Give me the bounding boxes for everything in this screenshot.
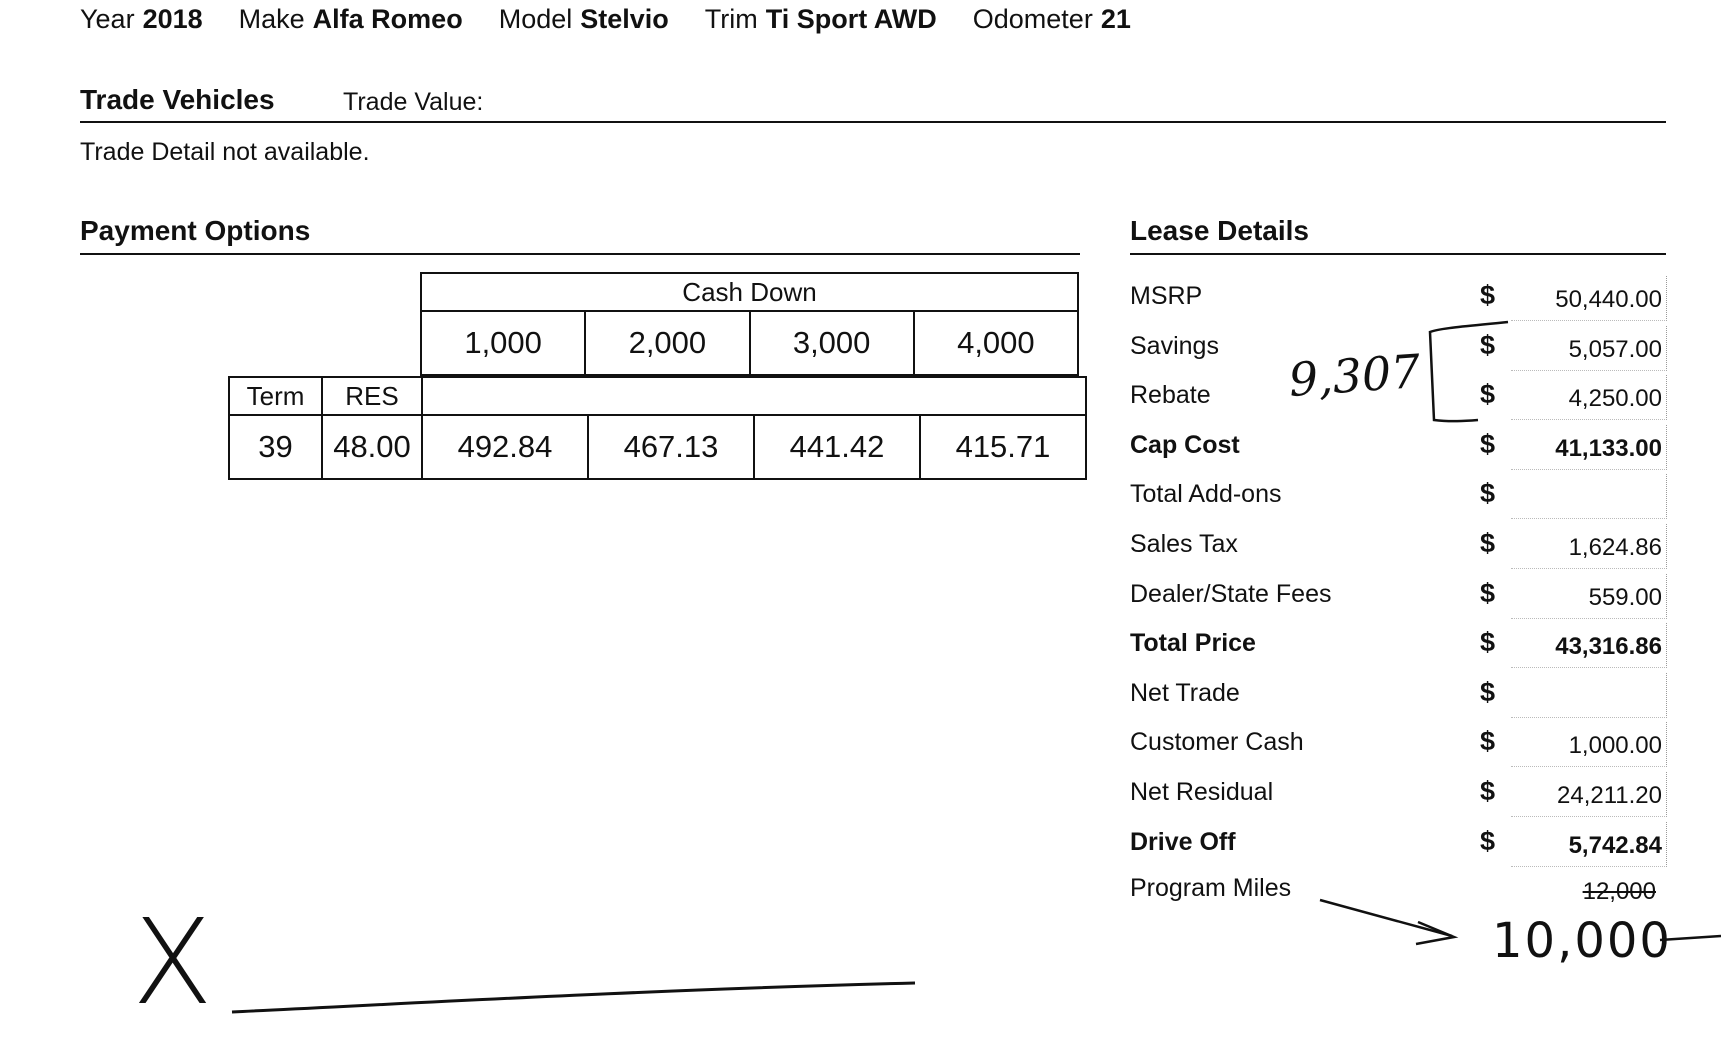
res-header: RES [322,377,422,415]
res-value: 48.00 [322,415,422,479]
lease-details-title: Lease Details [1130,215,1309,246]
lease-row-label: Net Residual [1130,778,1274,806]
lease-row-label: MSRP [1130,282,1203,310]
trim-label: Trim [704,4,758,34]
payment-options-title: Payment Options [80,215,311,246]
year-label: Year [80,4,135,34]
lease-row [1130,373,1666,419]
lease-row [1130,720,1666,766]
lease-row-label: Total Add-ons [1130,480,1282,509]
cash-down-header-table [420,272,1079,376]
lease-row-value: 24,211.20 [1557,782,1662,809]
payment-grid [228,376,1087,480]
trade-detail-text: Trade Detail not available. [80,138,370,166]
lease-row-value: 4,250.00 [1568,385,1662,413]
currency-symbol: $ [1480,825,1496,856]
cash-down-option[interactable]: 3,000 [750,311,914,375]
lease-row-value: 5,742.84 [1568,831,1662,859]
lease-value-box [1511,474,1667,519]
lease-row [1130,324,1666,370]
currency-symbol: $ [1480,478,1496,509]
currency-symbol: $ [1480,577,1496,608]
lease-divider [1130,253,1666,255]
lease-row-value: 43,316.86 [1555,633,1662,661]
payment-amount[interactable]: 492.84 [422,415,588,479]
lease-row-label: Savings [1130,331,1219,360]
currency-symbol: $ [1480,676,1496,707]
currency-symbol: $ [1480,726,1496,757]
make-label: Make [238,4,305,34]
lease-row [1130,770,1666,816]
currency-symbol: $ [1480,379,1496,410]
term-header: Term [229,377,322,415]
lease-row [1130,274,1666,320]
lease-row-value: 559.00 [1588,583,1662,611]
lease-row-value: 1,624.86 [1568,534,1662,561]
payment-header-blank [422,377,1086,415]
lease-row-label: Rebate [1130,381,1211,410]
trade-vehicles-title: Trade Vehicles [80,84,275,115]
model-label: Model [498,4,573,34]
trim-value: Ti Sport AWD [765,4,937,34]
lease-row-label: Net Trade [1130,678,1240,707]
lease-row-label: Sales Tax [1130,530,1238,558]
lease-row [1130,522,1666,568]
lease-row-label: Total Price [1130,629,1256,658]
cash-down-option[interactable]: 2,000 [585,311,749,375]
trailing-dash [1660,936,1721,940]
lease-row [1130,621,1666,667]
lease-row-label: Drive Off [1130,827,1236,856]
lease-row [1130,572,1666,618]
handwritten-savings-sum: 9,307 [1287,343,1423,407]
program-miles-row [1130,872,1690,912]
year-value: 2018 [142,4,203,34]
payment-amount[interactable]: 415.71 [920,415,1086,479]
payment-divider [80,253,1080,255]
cash-down-label: Cash Down [421,273,1078,311]
lease-value-box [1511,673,1667,718]
lease-row-label: Cap Cost [1130,430,1240,459]
currency-symbol: $ [1480,776,1496,806]
odometer-label: Odometer [972,4,1093,34]
odometer-value: 21 [1100,4,1131,34]
cash-down-option[interactable]: 1,000 [421,311,585,375]
payment-amount[interactable]: 441.42 [754,415,920,479]
program-miles-label: Program Miles [1130,874,1292,902]
lease-row-value: 1,000.00 [1568,732,1662,760]
term-value: 39 [229,415,322,479]
signature-x-mark: X [132,893,213,1031]
currency-symbol: $ [1480,280,1496,310]
lease-row-value: 5,057.00 [1568,335,1662,363]
lease-row [1130,472,1666,518]
lease-row [1130,671,1666,717]
payment-amount[interactable]: 467.13 [588,415,754,479]
currency-symbol: $ [1480,627,1496,658]
signature-line[interactable] [232,983,915,1012]
lease-row-label: Customer Cash [1130,728,1304,757]
lease-row-label: Dealer/State Fees [1130,579,1332,608]
trade-divider [80,121,1666,123]
lease-row-value: 41,133.00 [1555,434,1662,462]
model-value: Stelvio [580,4,669,34]
currency-symbol: $ [1480,329,1496,360]
program-miles-value: 12,000 [1582,878,1656,905]
trade-value-label: Trade Value: [343,88,484,116]
lease-row-value: 50,440.00 [1555,286,1662,313]
make-value: Alfa Romeo [312,4,463,34]
lease-row [1130,423,1666,469]
currency-symbol: $ [1480,528,1496,558]
lease-row [1130,820,1666,866]
arrow-head [1416,922,1454,944]
cash-down-option[interactable]: 4,000 [914,311,1078,375]
currency-symbol: $ [1480,428,1496,459]
vehicle-summary [80,4,1167,35]
handwritten-new-miles: 10,000 [1492,913,1672,969]
